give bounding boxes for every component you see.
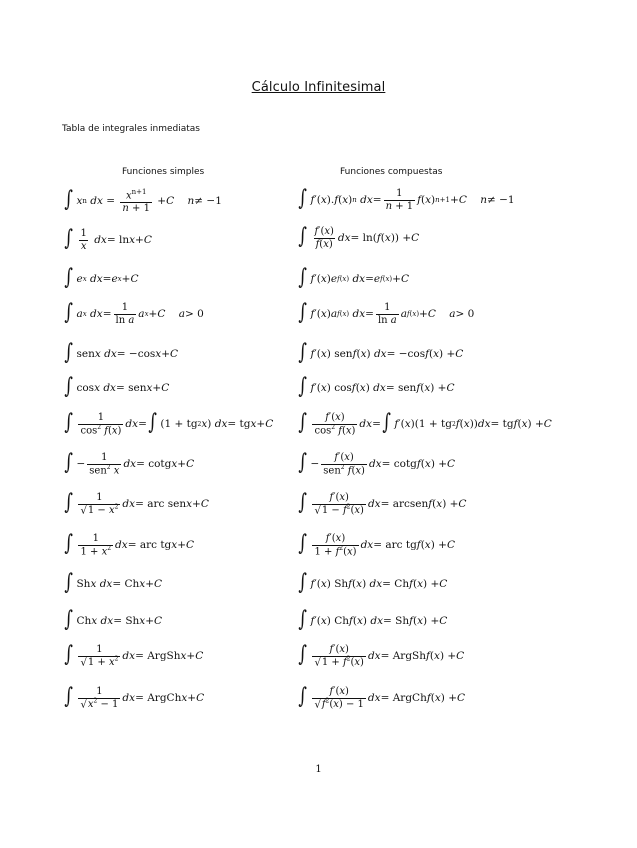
- formula-csc2-simple: ∫ − $\frac{1}{sen^2 x}$ dx = cotg x + C: [64, 450, 195, 476]
- formula-sin-composite: ∫ f ′( x ) sen f ( x ) dx = −cos f ( x ) + C: [298, 340, 464, 365]
- page-title: Cálculo Infinitesimal: [251, 80, 386, 95]
- formula-sinh-simple: ∫ Sh x dx = Ch x + C: [64, 570, 163, 595]
- formula-arcsin-simple: ∫ $\frac{1}{√1 - x^2}$ dx = arc sen x + C: [64, 490, 209, 516]
- formula-argsh-simple: ∫ $\frac{1}{√1 + x^2}$ dx = ArgSh x + C: [64, 642, 204, 668]
- formula-exp-simple: ∫ e x dx = e x + C: [64, 265, 139, 290]
- page-number: 1: [315, 764, 322, 775]
- formula-sec2-composite: ∫ $\frac{f'(x)}{\cos^2 f(x)}$ dx = ∫ f ′( x )(1 + tg 2 f ( x )) dx = tg f ( x ) + C: [298, 410, 552, 436]
- formula-exp-base-composite: ∫ f ′( x ) a f(x) dx = $\frac{1}{\text{ln a}}$ a f(x) + C a > 0: [298, 300, 475, 326]
- formula-arctan-simple: ∫ $\frac{1}{1 + x^2}$ dx = arc tg x + C: [64, 531, 195, 557]
- formula-power-simple: ∫ x n dx = $\frac{x^{n+1}}{n + 1}$ + C n ≠ −1: [64, 187, 222, 214]
- formula-exp-base-simple: ∫ a x dx = $\frac{1}{\text{ln a}}$ a x + C a > 0: [64, 300, 204, 326]
- formula-power-composite: ∫ f ′( x ). f ( x ) n dx = $\frac{1}{n + 1}$ f ( x ) n+1 + C n ≠ −1: [298, 186, 515, 212]
- formula-argsh-composite: ∫ $\frac{f'(x)}{√1 + f^2(x)}$ dx = ArgSh f ( x ) + C: [298, 642, 465, 668]
- formula-argch-simple: ∫ $\frac{1}{√x^2 - 1}$ dx = ArgCh x + C: [64, 684, 205, 710]
- formula-exp-composite: ∫ f ′( x ) e f(x) dx = e f(x) + C: [298, 265, 410, 290]
- formula-arcsin-composite: ∫ $\frac{f'(x)}{√1 - f^2(x)}$ dx = arcsen f ( x ) + C: [298, 490, 467, 516]
- formula-argch-composite: ∫ $\frac{f'(x)}{√f^2(x) - 1}$ dx = ArgCh f ( x ) + C: [298, 684, 466, 710]
- formula-arctan-composite: ∫ $\frac{f'(x)}{1 + f^2(x)}$ dx = arc tg f ( x ) + C: [298, 531, 455, 557]
- formula-cos-composite: ∫ f ′( x ) cos f ( x ) dx = sen f ( x ) + C: [298, 374, 455, 399]
- formula-cosh-composite: ∫ f ′( x ) Ch f ( x ) dx = Sh f ( x ) + C: [298, 607, 448, 632]
- column-header-simple: Funciones simples: [122, 167, 205, 177]
- table-subtitle: Tabla de integrales inmediatas: [62, 124, 200, 134]
- formula-log-composite: ∫ $\frac{f'(x)}{f(x)}$ dx = ln( f ( x )) + C: [298, 224, 420, 250]
- formula-csc2-composite: ∫ − $\frac{f'(x)}{sen^2 f(x)}$ dx = cotg f ( x ) + C: [298, 450, 456, 476]
- formula-reciprocal-simple: ∫ $\frac{1}{x}$ dx = ln x + C: [64, 226, 152, 252]
- formula-cosh-simple: ∫ Ch x dx = Sh x + C: [64, 607, 163, 632]
- column-header-composite: Funciones compuestas: [340, 167, 443, 177]
- formula-cos-simple: ∫ cos x dx = sen x + C: [64, 374, 170, 399]
- formula-sec2-simple: ∫ $\frac{1}{\cos^2 f(x)}$ dx = ∫ (1 + tg 2 x ) dx = tg x + C: [64, 410, 274, 436]
- formula-sinh-composite: ∫ f ′( x ) Sh f ( x ) dx = Ch f ( x ) + C: [298, 570, 448, 595]
- formula-sin-simple: ∫ sen x dx = −cos x + C: [64, 340, 179, 365]
